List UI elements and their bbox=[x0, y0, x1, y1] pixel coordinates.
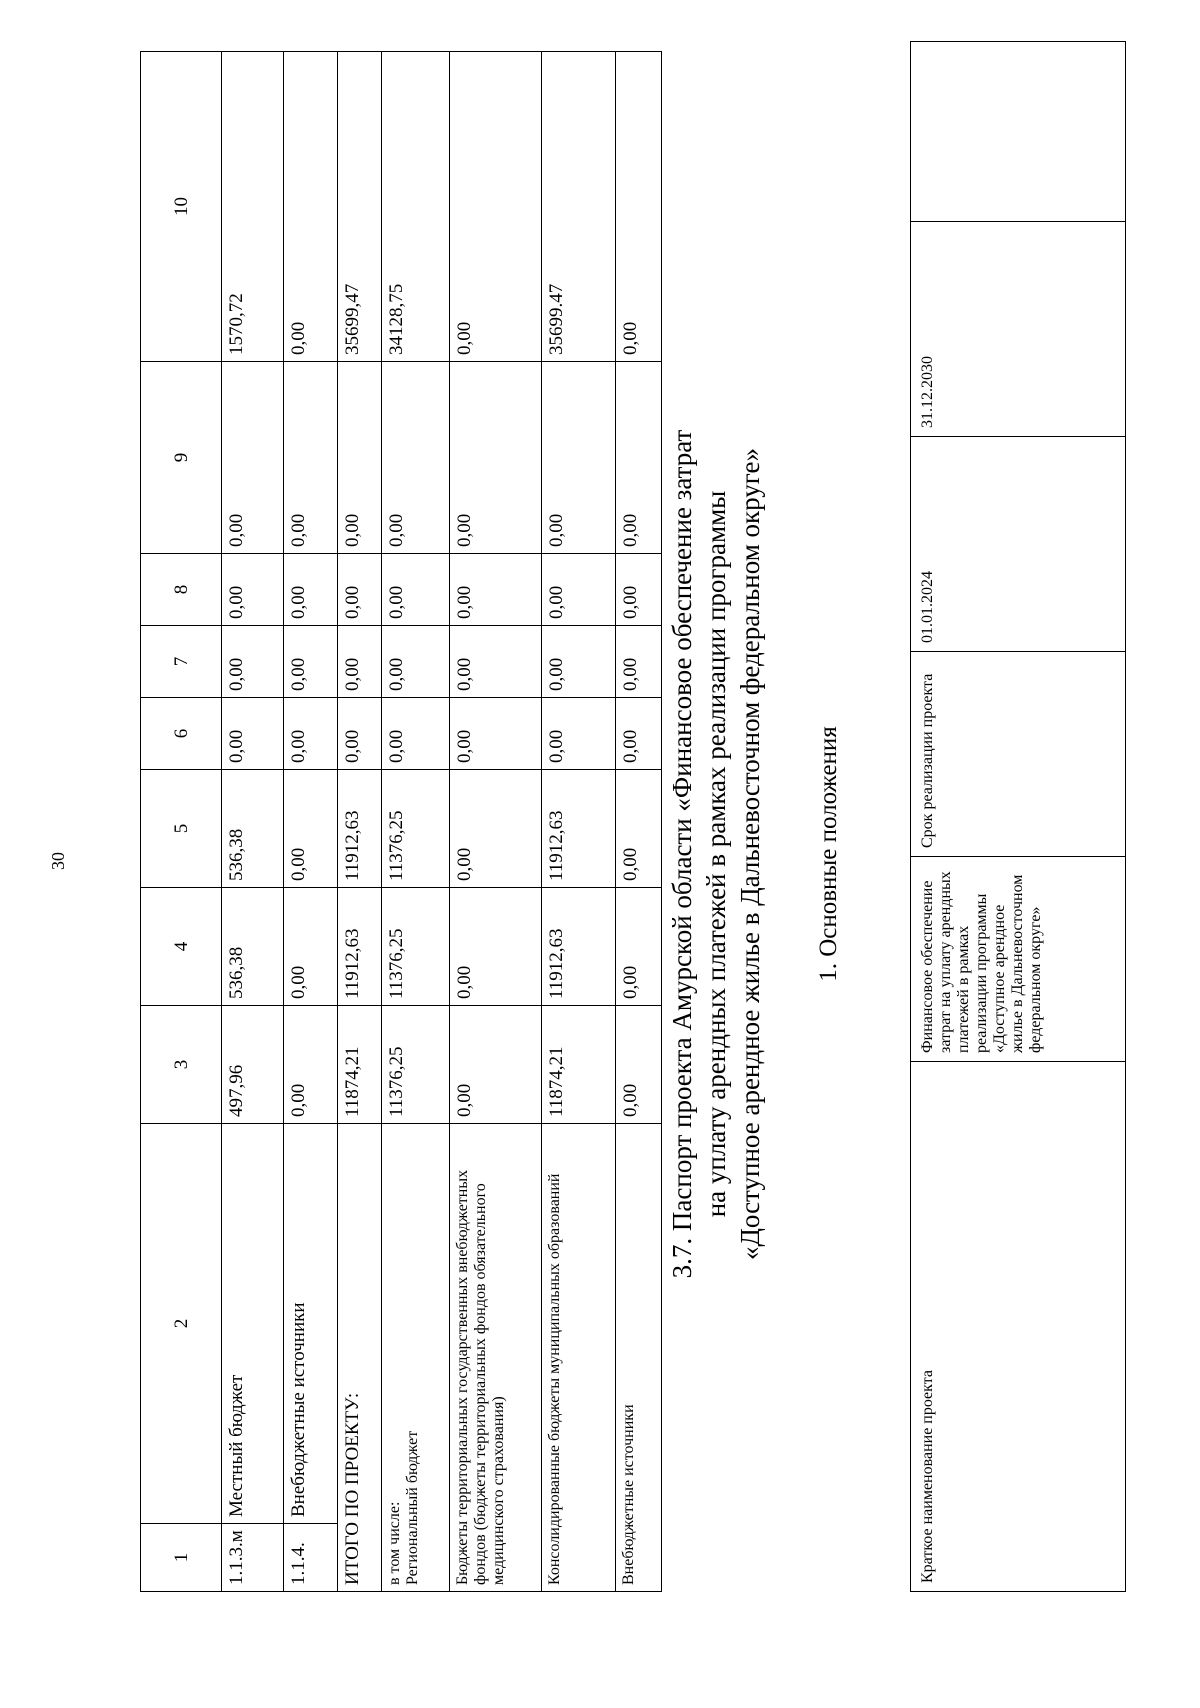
table-row bbox=[284, 52, 338, 1592]
header-cell: 7 bbox=[141, 626, 222, 698]
value-cell: 0,00 bbox=[450, 626, 542, 698]
value-cell: 0,00 bbox=[450, 52, 542, 362]
value-cell: 497,96 bbox=[222, 1006, 284, 1124]
value-cell: 0,00 bbox=[284, 770, 338, 888]
value-cell: 0,00 bbox=[616, 52, 662, 362]
header-cell: 1 bbox=[141, 1524, 222, 1592]
header-cell: 3 bbox=[141, 1006, 222, 1124]
short-name-value: Финансовое обеспечение затрат на уплату арендных платежей в рамках реализации программы «Доступное арендное жилье в Дальневосточном федеральном округе» bbox=[911, 857, 1126, 1062]
value-cell: 0,00 bbox=[382, 626, 450, 698]
value-cell: 0,00 bbox=[542, 554, 616, 626]
row-name bbox=[382, 1124, 450, 1592]
value-cell: 0,00 bbox=[222, 626, 284, 698]
value-cell: 11912,63 bbox=[542, 770, 616, 888]
value-cell: 0,00 bbox=[222, 698, 284, 770]
table-row bbox=[911, 42, 1126, 1592]
table-row bbox=[542, 52, 616, 1592]
header-cell: 9 bbox=[141, 362, 222, 554]
value-cell: 11912,63 bbox=[338, 770, 382, 888]
value-cell: 11912,63 bbox=[338, 888, 382, 1006]
subsection-title: 1. Основные положения bbox=[815, 726, 842, 982]
header-cell: 10 bbox=[141, 52, 222, 362]
value-cell: 0,00 bbox=[382, 362, 450, 554]
row-name-prefix: в том числе: bbox=[386, 1501, 403, 1585]
value-cell: 0,00 bbox=[338, 626, 382, 698]
value-cell: 11874,21 bbox=[338, 1006, 382, 1124]
row-name-main: Региональный бюджет bbox=[404, 1430, 421, 1585]
table-row bbox=[616, 52, 662, 1592]
value-cell: 35699.47 bbox=[542, 52, 616, 362]
value-cell: 0,00 bbox=[284, 626, 338, 698]
start-date: 01.01.2024 bbox=[911, 437, 1126, 652]
row-code: 1.1.4. bbox=[284, 1524, 338, 1592]
value-cell: 0,00 bbox=[450, 770, 542, 888]
financing-table bbox=[140, 51, 662, 1592]
value-cell: 0,00 bbox=[284, 888, 338, 1006]
value-cell: 0,00 bbox=[284, 52, 338, 362]
value-cell: 11376,25 bbox=[382, 770, 450, 888]
value-cell: 11376,25 bbox=[382, 888, 450, 1006]
basic-provisions-table bbox=[910, 41, 1126, 1592]
value-cell: 0,00 bbox=[616, 1006, 662, 1124]
value-cell: 0,00 bbox=[382, 554, 450, 626]
value-cell: 0,00 bbox=[616, 888, 662, 1006]
value-cell: 0,00 bbox=[616, 554, 662, 626]
value-cell: 0,00 bbox=[450, 1006, 542, 1124]
section-title-line: 3.7. Паспорт проекта Амурской области «Финансовое обеспечение затрат bbox=[667, 429, 697, 1279]
value-cell: 11874,21 bbox=[542, 1006, 616, 1124]
value-cell: 0,00 bbox=[284, 554, 338, 626]
value-cell: 0,00 bbox=[450, 888, 542, 1006]
value-cell: 1570,72 bbox=[222, 52, 284, 362]
value-cell: 11376,25 bbox=[382, 1006, 450, 1124]
header-cell: 6 bbox=[141, 698, 222, 770]
table-row bbox=[450, 52, 542, 1592]
value-cell: 536,38 bbox=[222, 770, 284, 888]
row-name: Консолидированные бюджеты муниципальных образований bbox=[542, 1124, 616, 1592]
value-cell: 0,00 bbox=[338, 362, 382, 554]
row-name: Местный бюджет bbox=[222, 1124, 284, 1524]
value-cell: 34128,75 bbox=[382, 52, 450, 362]
header-cell: 2 bbox=[141, 1124, 222, 1524]
value-cell: 0,00 bbox=[222, 362, 284, 554]
value-cell: 11912,63 bbox=[542, 888, 616, 1006]
row-code: 1.1.3.м bbox=[222, 1524, 284, 1592]
value-cell: 0,00 bbox=[450, 554, 542, 626]
value-cell: 536,38 bbox=[222, 888, 284, 1006]
row-name: ИТОГО ПО ПРОЕКТУ: bbox=[338, 1124, 382, 1592]
short-name-label: Краткое наименование проекта bbox=[911, 1062, 1126, 1592]
value-cell: 0,00 bbox=[284, 698, 338, 770]
section-title bbox=[665, 0, 767, 1708]
value-cell: 0,00 bbox=[542, 362, 616, 554]
value-cell: 35699,47 bbox=[338, 52, 382, 362]
header-cell: 4 bbox=[141, 888, 222, 1006]
table-row bbox=[222, 52, 284, 1592]
row-name: Внебюджетные источники bbox=[616, 1124, 662, 1592]
value-cell: 0,00 bbox=[450, 362, 542, 554]
value-cell: 0,00 bbox=[450, 698, 542, 770]
section-title-line: «Доступное арендное жилье в Дальневосточном федеральном округе» bbox=[735, 447, 765, 1261]
value-cell: 0,00 bbox=[284, 1006, 338, 1124]
value-cell: 0,00 bbox=[616, 626, 662, 698]
value-cell: 0,00 bbox=[338, 554, 382, 626]
page-number: 30 bbox=[48, 852, 68, 870]
value-cell: 0,00 bbox=[616, 698, 662, 770]
table-header-row bbox=[141, 52, 222, 1592]
value-cell: 0,00 bbox=[542, 698, 616, 770]
header-cell: 8 bbox=[141, 554, 222, 626]
table-row bbox=[338, 52, 382, 1592]
term-label: Срок реализации проекта bbox=[911, 652, 1126, 857]
section-title-line: на уплату арендных платежей в рамках реализации программы bbox=[701, 490, 731, 1218]
value-cell: 0,00 bbox=[616, 362, 662, 554]
value-cell: 0,00 bbox=[382, 698, 450, 770]
value-cell: 0,00 bbox=[542, 626, 616, 698]
end-date: 31.12.2030 bbox=[911, 222, 1126, 437]
row-name: Внебюджетные источники bbox=[284, 1124, 338, 1524]
header-cell: 5 bbox=[141, 770, 222, 888]
value-cell: 0,00 bbox=[284, 362, 338, 554]
value-cell: 0,00 bbox=[616, 770, 662, 888]
value-cell: 0,00 bbox=[222, 554, 284, 626]
value-cell: 0,00 bbox=[338, 698, 382, 770]
row-name: Бюджеты территориальных государственных внебюджетных фондов (бюджеты территориальных фондов обязательного медицинского страхования) bbox=[450, 1124, 542, 1592]
extra-cell bbox=[911, 42, 1126, 222]
table-row bbox=[382, 52, 450, 1592]
